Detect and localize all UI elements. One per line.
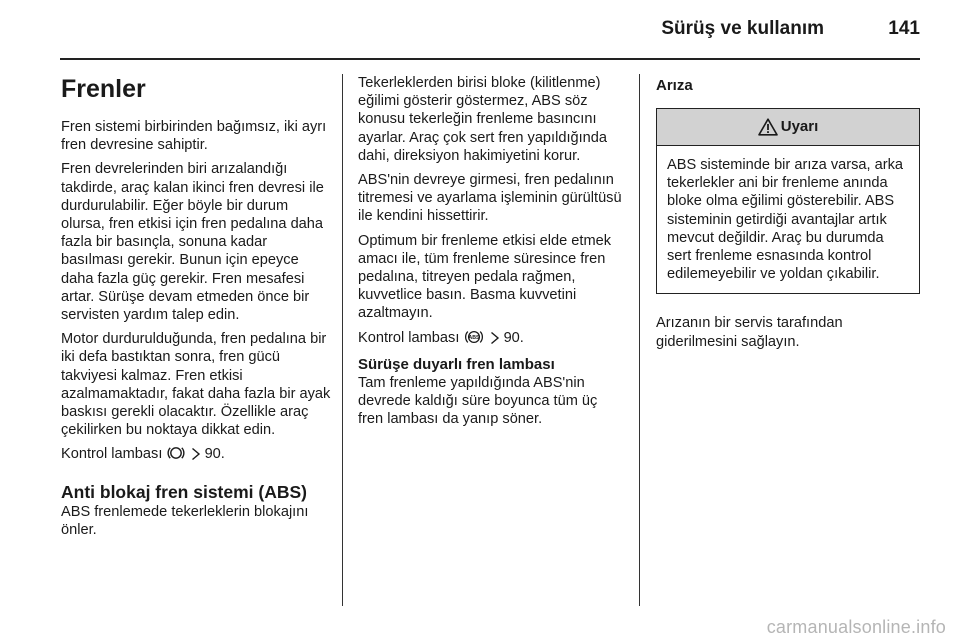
- page-reference: 90.: [499, 329, 524, 346]
- page-reference: 90.: [200, 446, 225, 463]
- paragraph: [61, 445, 331, 466]
- paragraph: Tam frenleme yapıldığında ABS'nin devrede kaldığı süre boyunca tüm üç fren lambası da yanıp söner.: [358, 374, 598, 428]
- warning-header: [657, 109, 919, 146]
- warning-triangle-icon: [758, 118, 778, 136]
- column-1: [61, 74, 331, 545]
- column-divider-1: [342, 74, 343, 606]
- page-number: 141: [888, 18, 920, 39]
- section-heading-abs: Anti blokaj fren sistemi (ABS): [61, 481, 308, 502]
- watermark: carmanualsonline.info: [766, 617, 946, 637]
- column-3: [656, 74, 920, 357]
- paragraph: Fren sistemi birbirinden bağımsız, iki ayrı fren devresine sahiptir.: [61, 119, 327, 154]
- inline-text: Kontrol lambası: [358, 329, 464, 346]
- svg-text:ABS: ABS: [468, 334, 480, 341]
- page-reference-arrow-icon: [490, 331, 500, 350]
- paragraph: Fren devrelerinden biri arızalandığı takdirde, araç kalan ikinci fren devresi ile durdurulabilir. Eğer böyle bir durum olursa, fren etkisi için fren pedalına daha fazla bir basınçla, sonuna kadar basılması gerekir. Bunun için epeyce daha fazla güç gerekir. Fren mesafesi artar. Sürüşe devam etmeden önce bir servisten yardım talep edin.: [61, 161, 324, 324]
- page-header: [60, 0, 920, 56]
- column-divider-2: [639, 74, 640, 606]
- page-reference-arrow-icon: [191, 447, 201, 466]
- paragraph: Tekerleklerden birisi bloke (kilitlenme) eğilimi gösterir göstermez, ABS söz konusu tekerleğin frenleme basıncını ayarlar. Araç çok sert fren yapıldığında dahi, direksiyon hakimiyetini korur.: [358, 75, 608, 164]
- paragraph: Optimum bir frenleme etkisi elde etmek amacı ile, tüm frenleme süresince fren pedalına, titreyen pedala rağmen, kuvvetlice basın. Basma kuvvetini azaltmayın.: [358, 232, 612, 322]
- paragraph: ABS frenlemede tekerleklerin blokajını önler.: [61, 503, 309, 538]
- paragraph: [358, 329, 626, 350]
- header-divider: [60, 58, 920, 60]
- paragraph: ABS'nin devreye girmesi, fren pedalının titremesi ve ayarlama işleminin gürültüsü ile kendini hissettirir.: [358, 172, 622, 225]
- brake-warning-lamp-icon: [166, 445, 186, 466]
- paragraph: Motor durdurulduğunda, fren pedalına bir iki defa bastıktan sonra, fren gücü takviyesi kalmaz. Fren etkisi azalmamaktadır, fakat daha fazla bir ayak baskısı gerekli olacaktır. Özellikle araç çekilirken bu noktaya dikkat edin.: [61, 331, 331, 439]
- paragraph: Arızanın bir servis tarafından giderilmesini sağlayın.: [656, 315, 843, 350]
- inline-text: Kontrol lambası: [61, 446, 167, 463]
- abs-warning-lamp-icon: [463, 329, 485, 350]
- section-heading-fault: Arıza: [656, 77, 693, 94]
- warning-title: Uyarı: [780, 117, 819, 135]
- section-heading-brake-light: Sürüşe duyarlı fren lambası: [358, 355, 555, 373]
- warning-text: ABS sisteminde bir arıza varsa, arka tekerlekler ani bir frenleme anında bloke olma eğilimi gösterebilir. ABS sisteminin getirdiği avantajlar artık mevcut değildir. Araç bu durumda sert frenleme esnasında kontrol edilemeyebilir ve yoldan çıkabilir.: [667, 157, 904, 283]
- warning-box: [656, 108, 920, 294]
- column-2: [358, 74, 626, 434]
- section-title: Sürüş ve kullanım: [661, 18, 824, 39]
- page-title: Frenler: [61, 75, 146, 103]
